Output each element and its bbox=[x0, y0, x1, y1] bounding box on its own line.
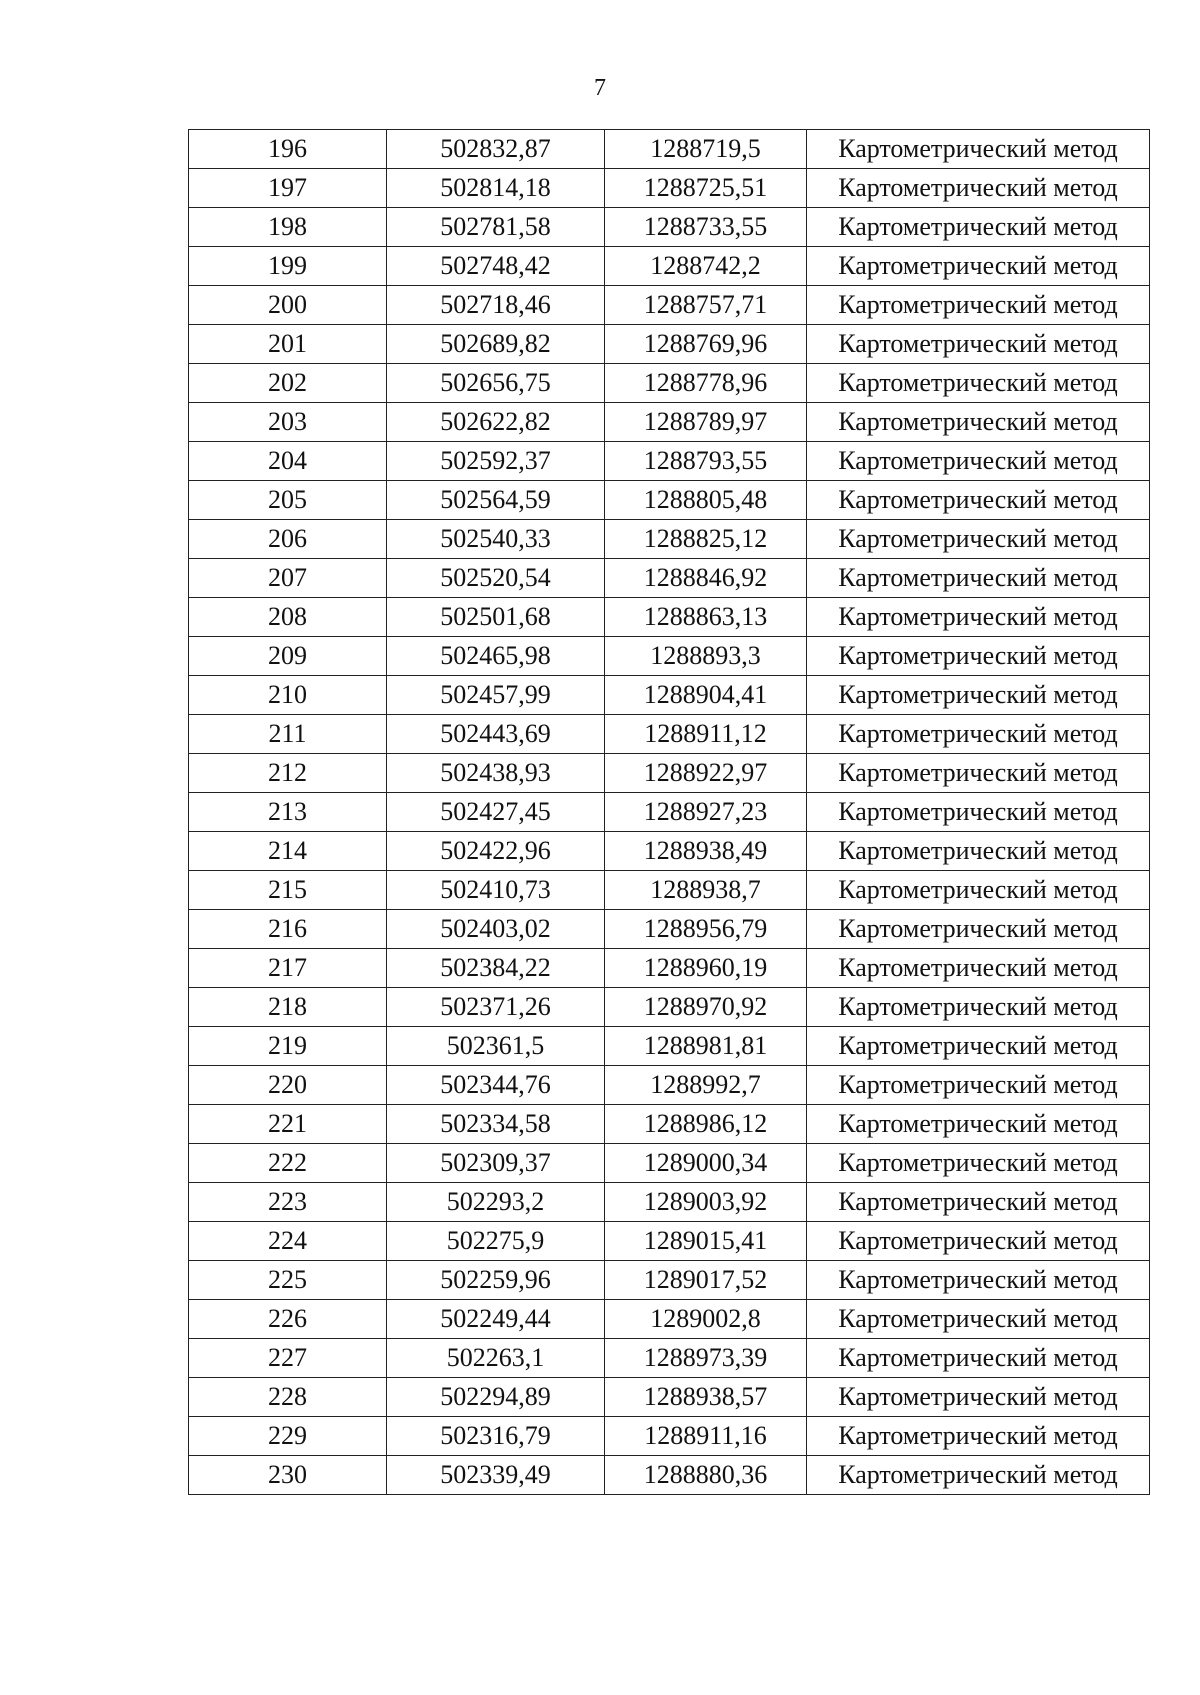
point-number-cell: 225 bbox=[189, 1261, 387, 1300]
method-cell: Картометрический метод bbox=[807, 949, 1150, 988]
x-coordinate-cell: 502361,5 bbox=[387, 1027, 605, 1066]
method-cell: Картометрический метод bbox=[807, 1456, 1150, 1495]
page-number: 7 bbox=[594, 75, 606, 101]
y-coordinate-cell: 1288927,23 bbox=[605, 793, 807, 832]
point-number-cell: 206 bbox=[189, 520, 387, 559]
x-coordinate-cell: 502344,76 bbox=[387, 1066, 605, 1105]
table-row bbox=[189, 1339, 1150, 1378]
point-number-cell: 221 bbox=[189, 1105, 387, 1144]
y-coordinate-cell: 1288846,92 bbox=[605, 559, 807, 598]
method-cell: Картометрический метод bbox=[807, 1105, 1150, 1144]
point-number-cell: 213 bbox=[189, 793, 387, 832]
y-coordinate-cell: 1288970,92 bbox=[605, 988, 807, 1027]
method-cell: Картометрический метод bbox=[807, 832, 1150, 871]
table-row bbox=[189, 715, 1150, 754]
x-coordinate-cell: 502438,93 bbox=[387, 754, 605, 793]
method-cell: Картометрический метод bbox=[807, 403, 1150, 442]
table-row bbox=[189, 754, 1150, 793]
coordinates-table bbox=[188, 129, 1150, 1495]
x-coordinate-cell: 502422,96 bbox=[387, 832, 605, 871]
method-cell: Картометрический метод bbox=[807, 1378, 1150, 1417]
method-cell: Картометрический метод bbox=[807, 130, 1150, 169]
x-coordinate-cell: 502249,44 bbox=[387, 1300, 605, 1339]
y-coordinate-cell: 1289002,8 bbox=[605, 1300, 807, 1339]
table-row bbox=[189, 442, 1150, 481]
method-cell: Картометрический метод bbox=[807, 520, 1150, 559]
table-row bbox=[189, 1066, 1150, 1105]
y-coordinate-cell: 1288938,7 bbox=[605, 871, 807, 910]
point-number-cell: 211 bbox=[189, 715, 387, 754]
method-cell: Картометрический метод bbox=[807, 598, 1150, 637]
method-cell: Картометрический метод bbox=[807, 1066, 1150, 1105]
point-number-cell: 208 bbox=[189, 598, 387, 637]
x-coordinate-cell: 502540,33 bbox=[387, 520, 605, 559]
point-number-cell: 212 bbox=[189, 754, 387, 793]
table-row bbox=[189, 1222, 1150, 1261]
x-coordinate-cell: 502384,22 bbox=[387, 949, 605, 988]
x-coordinate-cell: 502339,49 bbox=[387, 1456, 605, 1495]
method-cell: Картометрический метод bbox=[807, 1027, 1150, 1066]
point-number-cell: 230 bbox=[189, 1456, 387, 1495]
method-cell: Картометрический метод bbox=[807, 1222, 1150, 1261]
y-coordinate-cell: 1288938,49 bbox=[605, 832, 807, 871]
x-coordinate-cell: 502814,18 bbox=[387, 169, 605, 208]
x-coordinate-cell: 502457,99 bbox=[387, 676, 605, 715]
point-number-cell: 222 bbox=[189, 1144, 387, 1183]
table-row bbox=[189, 520, 1150, 559]
y-coordinate-cell: 1288725,51 bbox=[605, 169, 807, 208]
y-coordinate-cell: 1288778,96 bbox=[605, 364, 807, 403]
x-coordinate-cell: 502622,82 bbox=[387, 403, 605, 442]
point-number-cell: 201 bbox=[189, 325, 387, 364]
x-coordinate-cell: 502334,58 bbox=[387, 1105, 605, 1144]
method-cell: Картометрический метод bbox=[807, 286, 1150, 325]
x-coordinate-cell: 502832,87 bbox=[387, 130, 605, 169]
y-coordinate-cell: 1288825,12 bbox=[605, 520, 807, 559]
y-coordinate-cell: 1288805,48 bbox=[605, 481, 807, 520]
table-row bbox=[189, 559, 1150, 598]
method-cell: Картометрический метод bbox=[807, 988, 1150, 1027]
point-number-cell: 227 bbox=[189, 1339, 387, 1378]
method-cell: Картометрический метод bbox=[807, 247, 1150, 286]
method-cell: Картометрический метод bbox=[807, 637, 1150, 676]
y-coordinate-cell: 1289000,34 bbox=[605, 1144, 807, 1183]
y-coordinate-cell: 1288922,97 bbox=[605, 754, 807, 793]
table-row bbox=[189, 1183, 1150, 1222]
table-row bbox=[189, 598, 1150, 637]
method-cell: Картометрический метод bbox=[807, 208, 1150, 247]
table-row bbox=[189, 1027, 1150, 1066]
x-coordinate-cell: 502403,02 bbox=[387, 910, 605, 949]
x-coordinate-cell: 502781,58 bbox=[387, 208, 605, 247]
y-coordinate-cell: 1288981,81 bbox=[605, 1027, 807, 1066]
table-row bbox=[189, 1300, 1150, 1339]
table-row bbox=[189, 988, 1150, 1027]
method-cell: Картометрический метод bbox=[807, 442, 1150, 481]
y-coordinate-cell: 1288789,97 bbox=[605, 403, 807, 442]
y-coordinate-cell: 1288911,16 bbox=[605, 1417, 807, 1456]
method-cell: Картометрический метод bbox=[807, 910, 1150, 949]
point-number-cell: 229 bbox=[189, 1417, 387, 1456]
method-cell: Картометрический метод bbox=[807, 793, 1150, 832]
point-number-cell: 216 bbox=[189, 910, 387, 949]
method-cell: Картометрический метод bbox=[807, 1144, 1150, 1183]
table-row bbox=[189, 949, 1150, 988]
x-coordinate-cell: 502309,37 bbox=[387, 1144, 605, 1183]
y-coordinate-cell: 1288769,96 bbox=[605, 325, 807, 364]
x-coordinate-cell: 502259,96 bbox=[387, 1261, 605, 1300]
table-row bbox=[189, 481, 1150, 520]
y-coordinate-cell: 1288880,36 bbox=[605, 1456, 807, 1495]
method-cell: Картометрический метод bbox=[807, 559, 1150, 598]
coordinates-table-body bbox=[189, 130, 1150, 1495]
y-coordinate-cell: 1289017,52 bbox=[605, 1261, 807, 1300]
table-row bbox=[189, 676, 1150, 715]
method-cell: Картометрический метод bbox=[807, 871, 1150, 910]
x-coordinate-cell: 502748,42 bbox=[387, 247, 605, 286]
table-row bbox=[189, 403, 1150, 442]
method-cell: Картометрический метод bbox=[807, 754, 1150, 793]
point-number-cell: 205 bbox=[189, 481, 387, 520]
table-row bbox=[189, 637, 1150, 676]
table-row bbox=[189, 247, 1150, 286]
y-coordinate-cell: 1288904,41 bbox=[605, 676, 807, 715]
point-number-cell: 203 bbox=[189, 403, 387, 442]
x-coordinate-cell: 502520,54 bbox=[387, 559, 605, 598]
y-coordinate-cell: 1288960,19 bbox=[605, 949, 807, 988]
x-coordinate-cell: 502501,68 bbox=[387, 598, 605, 637]
y-coordinate-cell: 1288757,71 bbox=[605, 286, 807, 325]
x-coordinate-cell: 502689,82 bbox=[387, 325, 605, 364]
point-number-cell: 196 bbox=[189, 130, 387, 169]
method-cell: Картометрический метод bbox=[807, 1261, 1150, 1300]
point-number-cell: 217 bbox=[189, 949, 387, 988]
point-number-cell: 210 bbox=[189, 676, 387, 715]
method-cell: Картометрический метод bbox=[807, 1300, 1150, 1339]
y-coordinate-cell: 1289015,41 bbox=[605, 1222, 807, 1261]
y-coordinate-cell: 1288973,39 bbox=[605, 1339, 807, 1378]
x-coordinate-cell: 502410,73 bbox=[387, 871, 605, 910]
method-cell: Картометрический метод bbox=[807, 481, 1150, 520]
table-row bbox=[189, 832, 1150, 871]
point-number-cell: 209 bbox=[189, 637, 387, 676]
table-row bbox=[189, 1261, 1150, 1300]
table-row bbox=[189, 325, 1150, 364]
point-number-cell: 215 bbox=[189, 871, 387, 910]
x-coordinate-cell: 502427,45 bbox=[387, 793, 605, 832]
table-row bbox=[189, 208, 1150, 247]
y-coordinate-cell: 1288911,12 bbox=[605, 715, 807, 754]
point-number-cell: 226 bbox=[189, 1300, 387, 1339]
x-coordinate-cell: 502465,98 bbox=[387, 637, 605, 676]
y-coordinate-cell: 1288986,12 bbox=[605, 1105, 807, 1144]
point-number-cell: 219 bbox=[189, 1027, 387, 1066]
x-coordinate-cell: 502294,89 bbox=[387, 1378, 605, 1417]
y-coordinate-cell: 1288992,7 bbox=[605, 1066, 807, 1105]
method-cell: Картометрический метод bbox=[807, 169, 1150, 208]
table-row bbox=[189, 286, 1150, 325]
point-number-cell: 224 bbox=[189, 1222, 387, 1261]
table-row bbox=[189, 1378, 1150, 1417]
method-cell: Картометрический метод bbox=[807, 325, 1150, 364]
table-row bbox=[189, 910, 1150, 949]
x-coordinate-cell: 502316,79 bbox=[387, 1417, 605, 1456]
x-coordinate-cell: 502293,2 bbox=[387, 1183, 605, 1222]
y-coordinate-cell: 1288733,55 bbox=[605, 208, 807, 247]
table-row bbox=[189, 130, 1150, 169]
point-number-cell: 202 bbox=[189, 364, 387, 403]
method-cell: Картометрический метод bbox=[807, 715, 1150, 754]
table-row bbox=[189, 1456, 1150, 1495]
x-coordinate-cell: 502263,1 bbox=[387, 1339, 605, 1378]
point-number-cell: 223 bbox=[189, 1183, 387, 1222]
y-coordinate-cell: 1288938,57 bbox=[605, 1378, 807, 1417]
x-coordinate-cell: 502592,37 bbox=[387, 442, 605, 481]
point-number-cell: 204 bbox=[189, 442, 387, 481]
method-cell: Картометрический метод bbox=[807, 364, 1150, 403]
table-row bbox=[189, 1105, 1150, 1144]
table-row bbox=[189, 169, 1150, 208]
table-row bbox=[189, 1144, 1150, 1183]
point-number-cell: 197 bbox=[189, 169, 387, 208]
y-coordinate-cell: 1288793,55 bbox=[605, 442, 807, 481]
table-row bbox=[189, 364, 1150, 403]
x-coordinate-cell: 502371,26 bbox=[387, 988, 605, 1027]
method-cell: Картометрический метод bbox=[807, 1417, 1150, 1456]
point-number-cell: 207 bbox=[189, 559, 387, 598]
x-coordinate-cell: 502718,46 bbox=[387, 286, 605, 325]
method-cell: Картометрический метод bbox=[807, 676, 1150, 715]
point-number-cell: 218 bbox=[189, 988, 387, 1027]
y-coordinate-cell: 1288956,79 bbox=[605, 910, 807, 949]
table-row bbox=[189, 871, 1150, 910]
point-number-cell: 198 bbox=[189, 208, 387, 247]
y-coordinate-cell: 1288742,2 bbox=[605, 247, 807, 286]
point-number-cell: 220 bbox=[189, 1066, 387, 1105]
point-number-cell: 214 bbox=[189, 832, 387, 871]
y-coordinate-cell: 1288719,5 bbox=[605, 130, 807, 169]
point-number-cell: 200 bbox=[189, 286, 387, 325]
x-coordinate-cell: 502564,59 bbox=[387, 481, 605, 520]
method-cell: Картометрический метод bbox=[807, 1339, 1150, 1378]
point-number-cell: 199 bbox=[189, 247, 387, 286]
y-coordinate-cell: 1288893,3 bbox=[605, 637, 807, 676]
y-coordinate-cell: 1288863,13 bbox=[605, 598, 807, 637]
x-coordinate-cell: 502656,75 bbox=[387, 364, 605, 403]
x-coordinate-cell: 502443,69 bbox=[387, 715, 605, 754]
table-row bbox=[189, 793, 1150, 832]
x-coordinate-cell: 502275,9 bbox=[387, 1222, 605, 1261]
point-number-cell: 228 bbox=[189, 1378, 387, 1417]
method-cell: Картометрический метод bbox=[807, 1183, 1150, 1222]
y-coordinate-cell: 1289003,92 bbox=[605, 1183, 807, 1222]
table-row bbox=[189, 1417, 1150, 1456]
